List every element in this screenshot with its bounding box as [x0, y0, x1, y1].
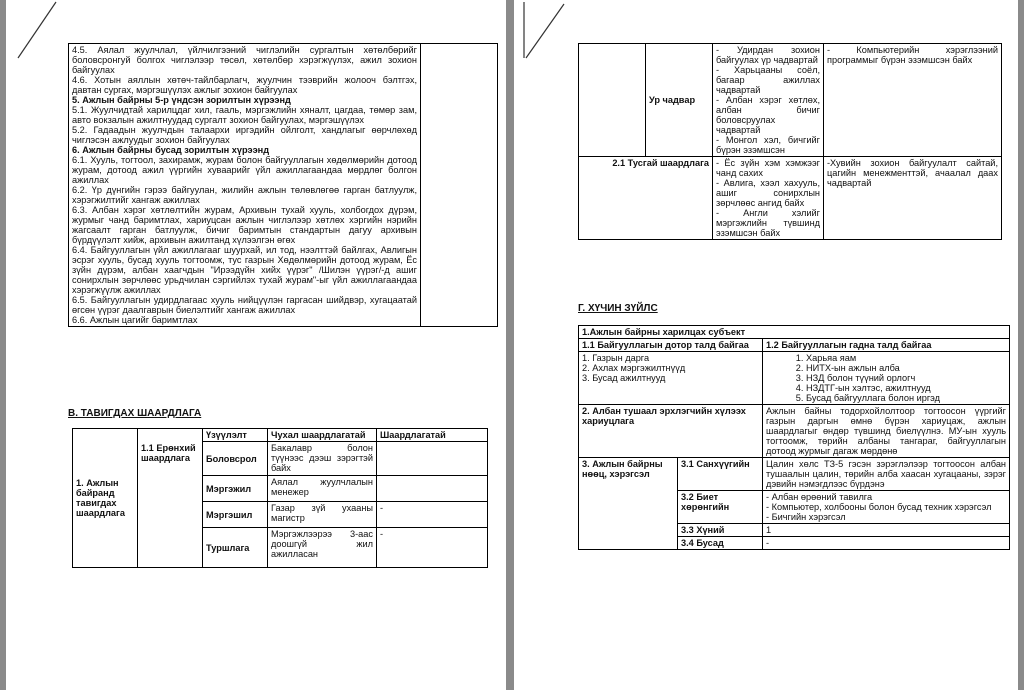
external-item: 2. НИТХ-ын ажлын алба: [806, 363, 1006, 373]
req-indicator: Мэргэжил: [203, 476, 268, 502]
corner-fold-mark: [16, 0, 76, 60]
special-important: [713, 157, 824, 240]
resource-label: 3.2 Биет хөрөнгийн: [678, 491, 763, 524]
skill-item: - Албан хэрэг хөтлөх, албан бичиг боловсруулах чадвартай: [716, 95, 820, 135]
duty-line: 6.3. Албан хэрэг хөтлөлтийн журам, Архивын тухай хууль, холбогдох дүрэм, журмыг чанд баримтлах, хариуцсан ажлын чиглэлээр хөтлөх хэргийн нэрийн жагсаалт гарган батлуулж, бичиг баримтын стандартын дагуу архивын бүрдүүлэлт хийж, архивын ажилтанд хүлээлгэн өгөх: [72, 205, 417, 245]
duty-line: 4.5. Аялал жуулчлал, үйлчилгээний чиглэлийн сургалтын хөтөлбөрийг боловсронгуй болгох чиглэлээр төсөл, хөтөлбөр хэрэгжүүлэх, ажил зохион байгуулах: [72, 45, 417, 75]
corner-fold-mark: [520, 0, 580, 60]
section-g-heading: Г. ХҮЧИН ЗҮЙЛС: [578, 303, 658, 314]
special-required: -Хувийн зохион байгуулалт сайтай, цагийн менежменттэй, ачаалал даах чадвартай: [824, 157, 1002, 240]
req-header: Чухал шаардлагатай: [268, 429, 377, 442]
skills-label: Ур чадвар: [646, 44, 713, 157]
external-item: 4. НЗДТГ-ын хэлтэс, ажилтнууд: [806, 383, 1006, 393]
resource-value: Цалин хөлс ТЗ-5 гэсэн зэрэглэлээр тогтоосон албан тушаалын цалин, төрийн алба хаасан хугацааны, зэрэг дэвийн нэмэгдлээс бүрдэнэ: [763, 458, 1010, 491]
internal-header: 1.1 Байгууллагын дотор талд байгаа: [579, 339, 763, 352]
duty-line: 6.4. Байгууллагын үйл ажиллагааг шуурхай, ил тод, нээлттэй байлгах, Авлигын эсрэг хууль, бусад хууль тогтоомж, тус газрын Хөдөлмөрийн дотоод журам, Ёс зүйн дүрэм, албан хаагчдын "Ирээдүйн хийх үүрэг" /Шилэн үүрэг/-д ашиг сонирхлын зөрчлөөс урьдчилан сэргийлэх тухай журам"-ыг үйл ажиллагаандаа хэрэгжүүлж ажиллах: [72, 245, 417, 295]
req-col2: 1.1 Ерөнхий шаардлага: [138, 429, 203, 568]
resource-value: -: [763, 537, 1010, 550]
duty-line: 6.2. Үр дүнгийн гэрээ байгуулан, жилийн ажлын төлөвлөгөө гарган батлуулж, хэрэгжилтийг хангаж ажиллах: [72, 185, 417, 205]
duty-line: 5.2. Гадаадын жуулчдын талаархи иргэдийн ойлголт, хандлагыг өөрчлөхөд чиглэсэн ажлуудыг зохион байгуулах: [72, 125, 417, 145]
internal-list: [579, 352, 763, 405]
resource-item: - Бичгийн хэрэгсэл: [766, 512, 846, 522]
skills-table: [578, 43, 1002, 240]
special-label: 2.1 Тусгай шаардлага: [579, 157, 713, 240]
duty-label: 2. Албан тушаал эрхлэгчийн хүлээх хариуцлага: [579, 405, 763, 458]
special-item: - Ёс зүйн хэм хэмжээг чанд сахих: [716, 158, 820, 178]
req-indicator: Туршлага: [203, 528, 268, 568]
req-important: Аялал жуулчлалын менежер: [268, 476, 377, 502]
external-item: 1. Харьяа яам: [806, 353, 1006, 363]
skill-item: - Удирдан зохион байгуулах үр чадвартай: [716, 45, 820, 65]
duty-line: 6.1. Хууль, тогтоол, захирамж, журам болон байгууллагын хөдөлмөрийн дотоод журам, дотоод ажил үүргийн хуваарийг үйл ажиллагаандаа мөрдлөг болгон ажиллах: [72, 155, 417, 185]
internal-item: 2. Ахлах мэргэжилтнүүд: [582, 363, 686, 373]
req-indicator: Мэргэшил: [203, 502, 268, 528]
external-header: 1.2 Байгууллагын гадна талд байгаа: [763, 339, 1010, 352]
resource-value: 1: [763, 524, 1010, 537]
duty-heading: 6. Ажлын байрны бусад зорилтын хүрээнд: [72, 145, 270, 155]
special-item: - Авлига, хээл хахууль, ашиг сонирхлын зөрчлөөс ангид байх: [716, 178, 820, 208]
factors-table: [578, 325, 1010, 550]
resource-label: 3.3 Хүний: [678, 524, 763, 537]
req-important: Бакалавр болон түүнээс дээш зэрэгтэй байх: [268, 442, 377, 476]
resource-label: 3.4 Бусад: [678, 537, 763, 550]
duties-table: [68, 43, 498, 327]
req-header: Үзүүлэлт: [203, 429, 268, 442]
section-b-heading: В. ТАВИГДАХ ШААРДЛАГА: [68, 408, 202, 419]
resource-item: - Компьютер, холбооны болон бусад техник хэрэгсэл: [766, 502, 992, 512]
external-list: [763, 352, 1010, 405]
skills-important: [713, 44, 824, 157]
internal-item: 1. Газрын дарга: [582, 353, 650, 363]
duty-line: 4.6. Хотын аяллын хөтөч-тайлбарлагч, жуулчин тээврийн жолооч бэлтгэх, давтан сургах, мэргэшүүлэх ажлыг зохион байгуулах: [72, 75, 417, 95]
resource-label: 3.1 Санхүүгийн: [678, 458, 763, 491]
req-important: Мэргэжлээрээ 3-аас доошгүй жил ажилласан: [268, 528, 377, 568]
req-required: -: [377, 528, 488, 568]
special-item: - Англи хэлийг мэргэжлийн түвшинд эзэмшсэн байх: [716, 208, 820, 238]
internal-item: 3. Бусад ажилтнууд: [582, 373, 666, 383]
skills-empty-cell: [579, 44, 646, 157]
req-col1: 1. Ажлын байранд тавигдах шаардлага: [73, 429, 138, 568]
skill-item: - Монгол хэл, бичгийг бүрэн эзэмшсэн: [716, 135, 820, 155]
duty-line: 5.1. Жуулчидтай харилцдаг хил, гааль, мэргэжлийн хяналт, цагдаа, төмөр зам, авто вокзалын ажилтнуудад сургалт зохион байгуулах, мэргэшүүлэх: [72, 105, 417, 125]
req-indicator: Боловсрол: [203, 442, 268, 476]
resources-label: 3. Ажлын байрны нөөц, хэрэгсэл: [579, 458, 678, 550]
skill-item: - Харьцааны соёл, багаар ажиллах чадвартай: [716, 65, 820, 95]
left-page: [6, 0, 506, 690]
external-item: 3. НЗД болон түүний орлогч: [806, 373, 1006, 383]
req-required: [377, 442, 488, 476]
duty-line: 6.5. Байгууллагын удирдлагаас хууль нийцүүлэн гаргасан шийдвэр, хугацаатай өгсөн үүрэг даалгаврын биелэлтийг хангаж ажиллах: [72, 295, 417, 315]
req-important: Газар зүй ухааны магистр: [268, 502, 377, 528]
external-item: 5. Бусад байгууллага болон иргэд: [806, 393, 1006, 403]
duty-line: 6.6. Ажлын цагийг баримтлах: [72, 315, 198, 325]
requirements-table: [72, 428, 488, 568]
duty-text: Ажлын байны тодорхойлолтоор тогтоосон үүргийг газрын даргын өмнө бүрэн хариуцаж, ажлын шаардлагыг өндөр түвшинд биелүүлнэ. МУ-ын хууль тогтоомж, төрийн албаны тангараг, байгууллагын дотоод журмыг дагаж мөрдөнө: [763, 405, 1010, 458]
duties-cell: [69, 44, 421, 327]
factors-title: 1.Ажлын байрны харилцах субъект: [579, 326, 1010, 339]
skills-required: - Компьютерийн хэрэглээний программыг бүрэн эзэмшсэн байх: [824, 44, 1002, 157]
right-page: [514, 0, 1018, 690]
req-header: Шаардлагатай: [377, 429, 488, 442]
resource-item: - Албан өрөөний тавилга: [766, 492, 873, 502]
req-required: -: [377, 502, 488, 528]
req-required: [377, 476, 488, 502]
duties-empty-cell: [421, 44, 498, 327]
resource-items: [763, 491, 1010, 524]
duty-heading: 5. Ажлын байрны 5-р үндсэн зорилтын хүрээнд: [72, 95, 291, 105]
